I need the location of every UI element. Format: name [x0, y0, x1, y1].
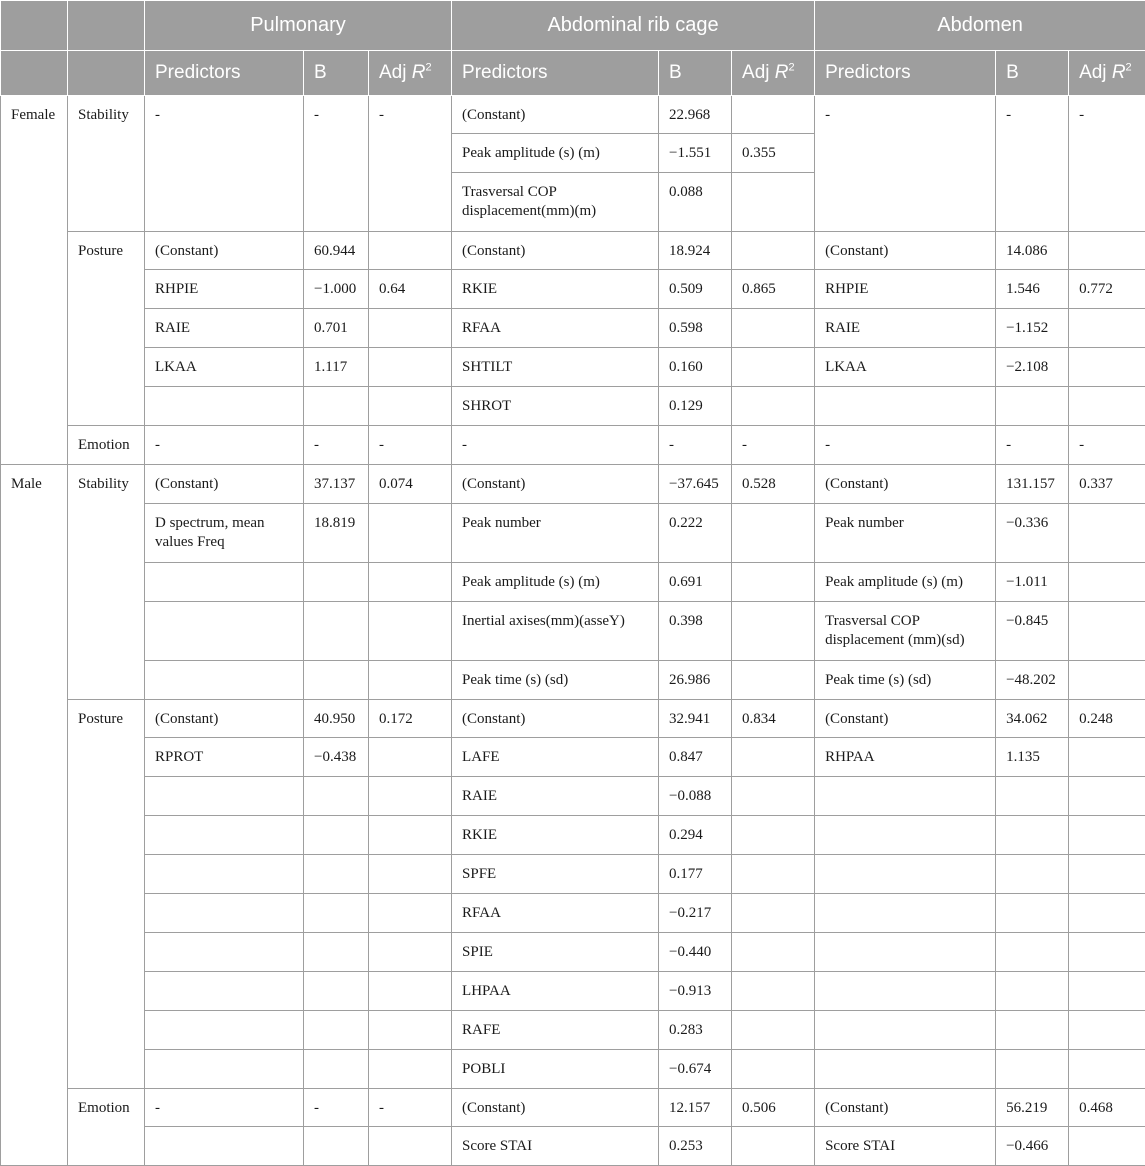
cell: RKIE	[452, 816, 659, 855]
cell	[369, 602, 452, 661]
cell: Trasversal COP displacement(mm)(m)	[452, 173, 659, 232]
domain-label: Posture	[68, 232, 145, 426]
cell: −0.336	[996, 504, 1069, 563]
cell	[732, 1127, 815, 1166]
cell: -	[996, 426, 1069, 465]
cell: 1.546	[996, 270, 1069, 309]
table-row	[1, 816, 1145, 855]
cell: (Constant)	[452, 232, 659, 270]
table-row	[1, 465, 1145, 504]
cell: −48.202	[996, 661, 1069, 700]
cell	[369, 972, 452, 1011]
cell: −0.217	[659, 894, 732, 933]
cell	[369, 894, 452, 933]
cell	[1069, 933, 1145, 972]
cell: RHPIE	[815, 270, 996, 309]
cell	[304, 933, 369, 972]
cell: 60.944	[304, 232, 369, 270]
header-predictors: Predictors	[815, 51, 996, 96]
table-row	[1, 602, 1145, 661]
cell: 0.222	[659, 504, 732, 563]
cell	[732, 855, 815, 894]
cell: RHPIE	[145, 270, 304, 309]
domain-label: Emotion	[68, 1089, 145, 1166]
cell	[1069, 1127, 1145, 1166]
cell	[732, 894, 815, 933]
table-row	[1, 232, 1145, 270]
cell	[369, 816, 452, 855]
table-row	[1, 1050, 1145, 1089]
cell	[369, 855, 452, 894]
cell	[145, 855, 304, 894]
cell: −0.845	[996, 602, 1069, 661]
cell	[996, 1050, 1069, 1089]
cell: LAFE	[452, 738, 659, 777]
cell	[815, 1011, 996, 1050]
cell	[815, 816, 996, 855]
cell: 22.968	[659, 96, 732, 134]
cell: 37.137	[304, 465, 369, 504]
cell: −0.466	[996, 1127, 1069, 1166]
cell	[145, 661, 304, 700]
cell	[304, 972, 369, 1011]
cell: (Constant)	[452, 465, 659, 504]
cell	[732, 173, 815, 232]
cell: -	[369, 1089, 452, 1127]
cell: 0.398	[659, 602, 732, 661]
cell	[369, 1127, 452, 1166]
header-abdominal-rib-cage: Abdominal rib cage	[452, 1, 815, 51]
cell	[304, 602, 369, 661]
cell	[1069, 309, 1145, 348]
cell	[1069, 563, 1145, 602]
cell	[996, 894, 1069, 933]
cell: 0.772	[1069, 270, 1145, 309]
cell	[145, 1127, 304, 1166]
cell	[996, 933, 1069, 972]
cell	[304, 387, 369, 426]
cell	[145, 933, 304, 972]
cell	[815, 777, 996, 816]
cell: Peak number	[815, 504, 996, 563]
table-row	[1, 270, 1145, 309]
cell: SPFE	[452, 855, 659, 894]
table-row	[1, 777, 1145, 816]
sex-label: Male	[1, 465, 68, 1166]
cell	[1069, 894, 1145, 933]
cell	[732, 96, 815, 134]
cell	[304, 661, 369, 700]
cell: 0.528	[732, 465, 815, 504]
cell	[732, 972, 815, 1011]
table-row	[1, 855, 1145, 894]
header-predictors: Predictors	[145, 51, 304, 96]
cell: 0.337	[1069, 465, 1145, 504]
header-b: B	[304, 51, 369, 96]
table-row	[1, 1011, 1145, 1050]
cell	[1069, 855, 1145, 894]
cell: RAFE	[452, 1011, 659, 1050]
header-adj-r2: Adj $R^2$	[732, 51, 815, 96]
cell: (Constant)	[815, 465, 996, 504]
cell	[369, 309, 452, 348]
cell	[304, 1050, 369, 1089]
cell: 0.177	[659, 855, 732, 894]
cell: 14.086	[996, 232, 1069, 270]
cell: 0.129	[659, 387, 732, 426]
cell: 0.691	[659, 563, 732, 602]
cell	[1069, 387, 1145, 426]
cell	[1069, 777, 1145, 816]
cell: 18.819	[304, 504, 369, 563]
header-b: B	[659, 51, 732, 96]
table-row	[1, 894, 1145, 933]
header-predictors: Predictors	[452, 51, 659, 96]
cell	[732, 777, 815, 816]
cell: -	[369, 96, 452, 232]
header-b: B	[996, 51, 1069, 96]
cell: -	[815, 426, 996, 465]
cell: Score STAI	[452, 1127, 659, 1166]
cell: −0.440	[659, 933, 732, 972]
cell	[369, 504, 452, 563]
cell	[145, 816, 304, 855]
cell	[732, 387, 815, 426]
cell	[815, 387, 996, 426]
cell	[369, 661, 452, 700]
table-row	[1, 387, 1145, 426]
table-row	[1, 661, 1145, 700]
cell: 0.701	[304, 309, 369, 348]
cell: 0.248	[1069, 700, 1145, 738]
cell	[145, 563, 304, 602]
cell: (Constant)	[815, 1089, 996, 1127]
cell	[996, 777, 1069, 816]
cell: RKIE	[452, 270, 659, 309]
cell: D spectrum, mean values Freq	[145, 504, 304, 563]
cell	[369, 348, 452, 387]
cell: -	[304, 96, 369, 232]
cell	[304, 1011, 369, 1050]
cell: 0.283	[659, 1011, 732, 1050]
cell	[732, 602, 815, 661]
cell: LHPAA	[452, 972, 659, 1011]
cell: 40.950	[304, 700, 369, 738]
cell: RAIE	[815, 309, 996, 348]
cell: 0.847	[659, 738, 732, 777]
cell	[145, 1050, 304, 1089]
table-row	[1, 700, 1145, 738]
cell: RPROT	[145, 738, 304, 777]
cell	[732, 232, 815, 270]
cell: (Constant)	[145, 465, 304, 504]
cell	[732, 816, 815, 855]
cell	[304, 816, 369, 855]
cell: LKAA	[145, 348, 304, 387]
cell	[369, 738, 452, 777]
cell	[1069, 232, 1145, 270]
cell: (Constant)	[145, 232, 304, 270]
cell: 131.157	[996, 465, 1069, 504]
cell	[369, 1011, 452, 1050]
cell	[996, 972, 1069, 1011]
header-adj-r2: Adj $R^2$	[369, 51, 452, 96]
cell: 0.160	[659, 348, 732, 387]
cell	[815, 855, 996, 894]
cell	[304, 777, 369, 816]
cell	[304, 855, 369, 894]
table-row	[1, 738, 1145, 777]
sex-label: Female	[1, 96, 68, 465]
cell: 0.074	[369, 465, 452, 504]
cell: 0.088	[659, 173, 732, 232]
cell: 0.355	[732, 134, 815, 173]
cell: Trasversal COP displacement (mm)(sd)	[815, 602, 996, 661]
cell: −1.551	[659, 134, 732, 173]
header-blank-domain-2	[68, 51, 145, 96]
cell: (Constant)	[815, 700, 996, 738]
cell	[996, 387, 1069, 426]
cell	[369, 387, 452, 426]
cell: 0.865	[732, 270, 815, 309]
cell	[369, 933, 452, 972]
cell	[1069, 1011, 1145, 1050]
cell: 34.062	[996, 700, 1069, 738]
cell: 26.986	[659, 661, 732, 700]
cell	[145, 1011, 304, 1050]
cell: SHTILT	[452, 348, 659, 387]
cell: 12.157	[659, 1089, 732, 1127]
cell	[304, 563, 369, 602]
cell	[815, 933, 996, 972]
cell: -	[996, 96, 1069, 232]
cell: −37.645	[659, 465, 732, 504]
cell: RFAA	[452, 309, 659, 348]
cell: Peak amplitude (s) (m)	[452, 134, 659, 173]
cell	[732, 348, 815, 387]
cell	[1069, 1050, 1145, 1089]
cell: 0.834	[732, 700, 815, 738]
cell: RHPAA	[815, 738, 996, 777]
header-blank-domain	[68, 1, 145, 51]
cell: SPIE	[452, 933, 659, 972]
cell: Peak number	[452, 504, 659, 563]
cell: −0.088	[659, 777, 732, 816]
cell: (Constant)	[815, 232, 996, 270]
domain-label: Stability	[68, 465, 145, 700]
cell	[369, 563, 452, 602]
cell: −1.000	[304, 270, 369, 309]
cell	[732, 504, 815, 563]
cell	[815, 894, 996, 933]
cell	[145, 972, 304, 1011]
cell: (Constant)	[452, 1089, 659, 1127]
header-column-row	[1, 51, 1145, 96]
cell	[996, 855, 1069, 894]
cell: 1.117	[304, 348, 369, 387]
cell: -	[659, 426, 732, 465]
cell: Peak time (s) (sd)	[815, 661, 996, 700]
domain-label: Emotion	[68, 426, 145, 465]
cell	[1069, 661, 1145, 700]
table-row	[1, 309, 1145, 348]
cell: 32.941	[659, 700, 732, 738]
cell	[996, 1011, 1069, 1050]
table-row	[1, 1089, 1145, 1127]
cell: -	[815, 96, 996, 232]
cell: 0.509	[659, 270, 732, 309]
cell: RAIE	[452, 777, 659, 816]
cell	[145, 387, 304, 426]
cell: -	[145, 426, 304, 465]
cell: Inertial axises(mm)(asseY)	[452, 602, 659, 661]
header-adj-r2: Adj $R^2$	[1069, 51, 1145, 96]
domain-label: Stability	[68, 96, 145, 232]
cell	[1069, 348, 1145, 387]
cell: 0.598	[659, 309, 732, 348]
table-row	[1, 972, 1145, 1011]
cell: 18.924	[659, 232, 732, 270]
cell: 0.506	[732, 1089, 815, 1127]
cell	[145, 777, 304, 816]
cell	[1069, 738, 1145, 777]
cell: (Constant)	[452, 700, 659, 738]
cell	[304, 1127, 369, 1166]
cell	[732, 563, 815, 602]
cell: 0.64	[369, 270, 452, 309]
cell: POBLI	[452, 1050, 659, 1089]
cell: Peak amplitude (s) (m)	[452, 563, 659, 602]
cell: -	[732, 426, 815, 465]
table-row	[1, 933, 1145, 972]
cell	[369, 777, 452, 816]
header-pulmonary: Pulmonary	[145, 1, 452, 51]
cell	[145, 602, 304, 661]
cell	[815, 1050, 996, 1089]
cell: 56.219	[996, 1089, 1069, 1127]
table-row	[1, 504, 1145, 563]
cell: −0.913	[659, 972, 732, 1011]
cell	[815, 972, 996, 1011]
cell: Peak time (s) (sd)	[452, 661, 659, 700]
cell: −0.438	[304, 738, 369, 777]
cell	[732, 933, 815, 972]
cell: 1.135	[996, 738, 1069, 777]
cell	[732, 661, 815, 700]
header-blank-sex-2	[1, 51, 68, 96]
table-row	[1, 348, 1145, 387]
cell	[1069, 602, 1145, 661]
cell	[369, 232, 452, 270]
cell: -	[369, 426, 452, 465]
cell: 0.468	[1069, 1089, 1145, 1127]
cell: RFAA	[452, 894, 659, 933]
cell: -	[1069, 426, 1145, 465]
cell	[1069, 504, 1145, 563]
header-blank-sex	[1, 1, 68, 51]
cell	[145, 894, 304, 933]
cell: (Constant)	[145, 700, 304, 738]
table-row	[1, 1127, 1145, 1166]
cell: LKAA	[815, 348, 996, 387]
cell: 0.294	[659, 816, 732, 855]
cell: Score STAI	[815, 1127, 996, 1166]
domain-label: Posture	[68, 700, 145, 1089]
cell	[1069, 816, 1145, 855]
cell	[996, 816, 1069, 855]
cell: Peak amplitude (s) (m)	[815, 563, 996, 602]
cell: -	[145, 1089, 304, 1127]
cell	[304, 894, 369, 933]
cell: 0.172	[369, 700, 452, 738]
cell	[732, 1011, 815, 1050]
header-abdomen: Abdomen	[815, 1, 1145, 51]
cell	[732, 309, 815, 348]
cell	[732, 738, 815, 777]
header-group-row	[1, 1, 1145, 51]
cell: -	[304, 426, 369, 465]
cell: −0.674	[659, 1050, 732, 1089]
cell: −1.152	[996, 309, 1069, 348]
cell	[732, 1050, 815, 1089]
table-row	[1, 96, 1145, 134]
cell: −1.011	[996, 563, 1069, 602]
cell: -	[145, 96, 304, 232]
cell	[1069, 972, 1145, 1011]
cell: SHROT	[452, 387, 659, 426]
cell: (Constant)	[452, 96, 659, 134]
cell: -	[452, 426, 659, 465]
cell: RAIE	[145, 309, 304, 348]
table-row	[1, 426, 1145, 465]
cell: -	[304, 1089, 369, 1127]
cell: 0.253	[659, 1127, 732, 1166]
cell: −2.108	[996, 348, 1069, 387]
table-row	[1, 563, 1145, 602]
cell: -	[1069, 96, 1145, 232]
cell	[369, 1050, 452, 1089]
